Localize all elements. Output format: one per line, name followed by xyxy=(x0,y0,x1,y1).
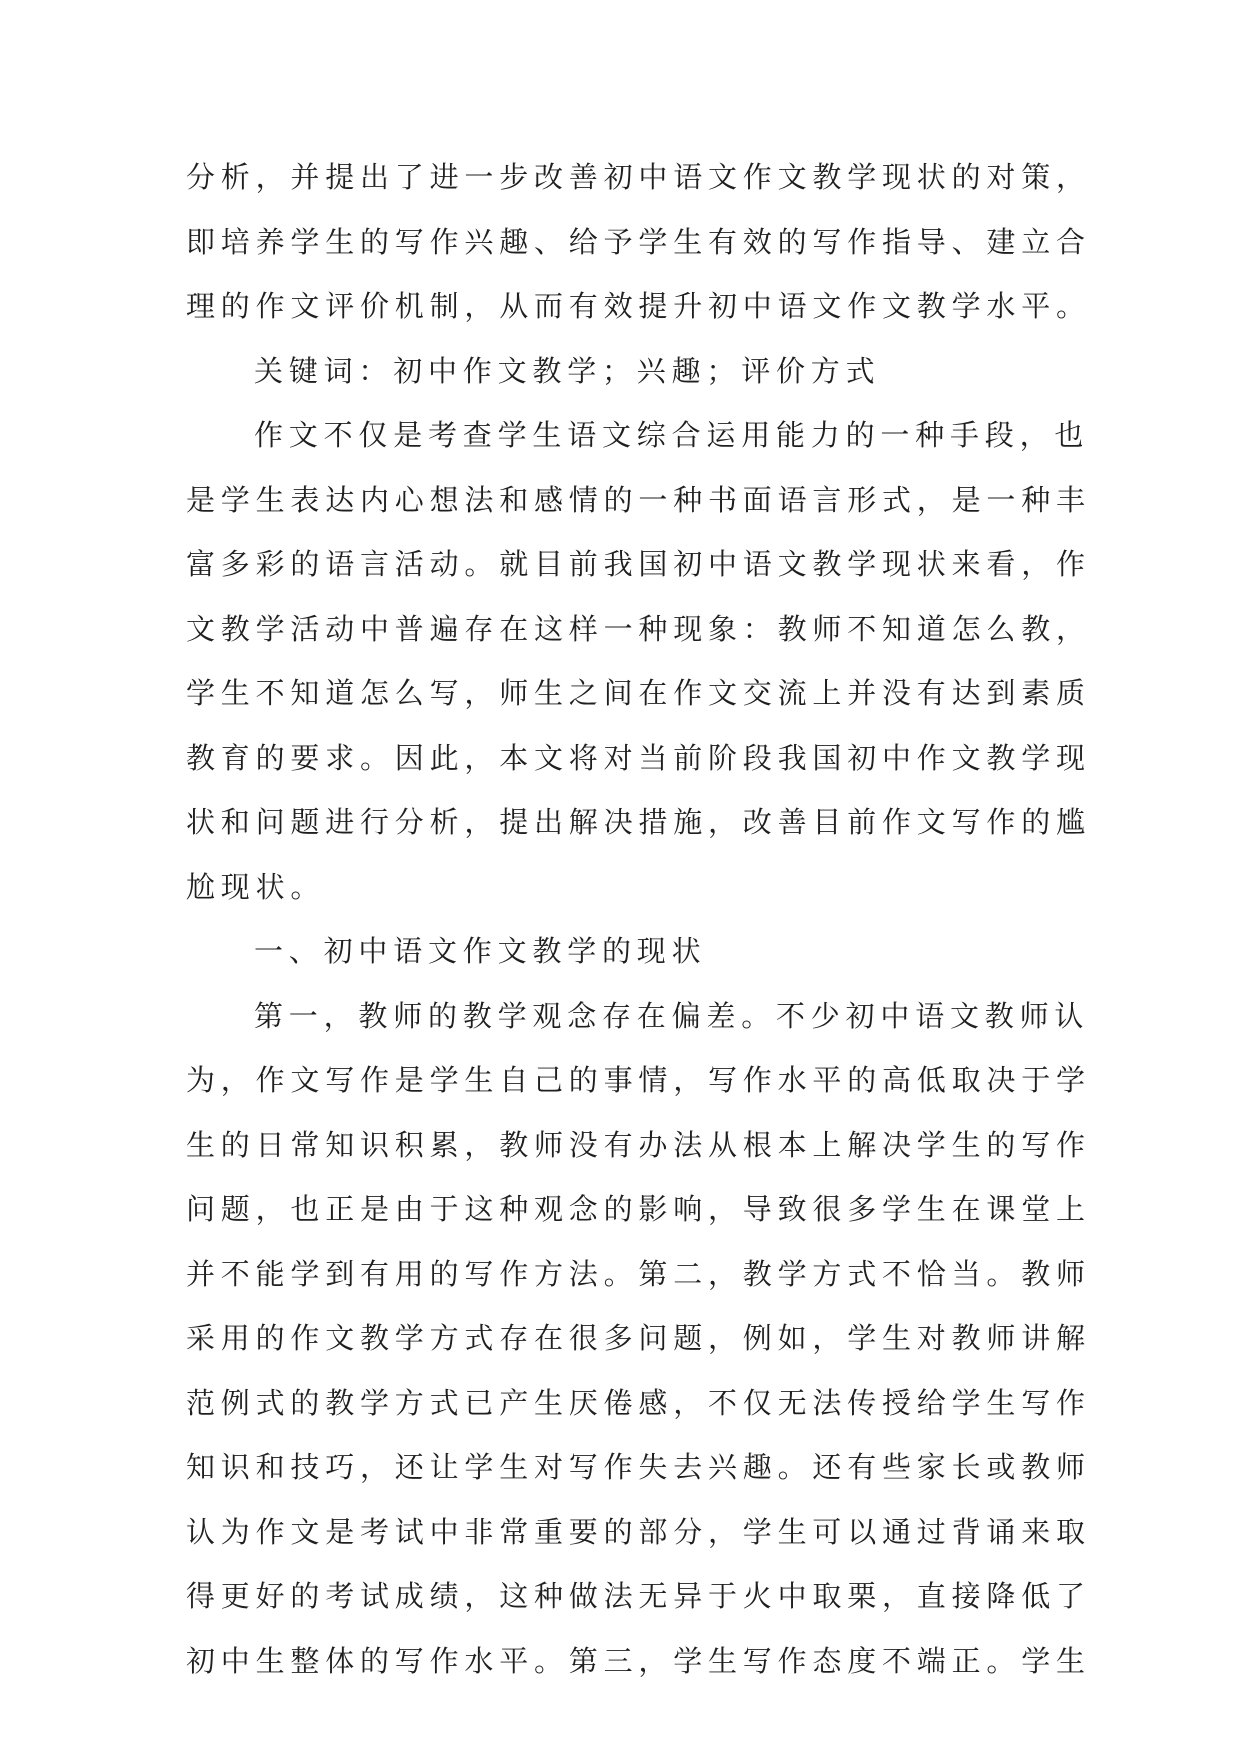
text-line: 范例式的教学方式已产生厌倦感，不仅无法传授给学生写作 xyxy=(186,1385,1091,1420)
text-line: 得更好的考试成绩，这种做法无异于火中取栗，直接降低了 xyxy=(186,1579,1091,1613)
text-line: 并不能学到有用的写作方法。第二，教学方式不恰当。教师 xyxy=(186,1256,1091,1291)
text-line: 第一，教师的教学观念存在偏差。不少初中语文教师认 xyxy=(254,998,1090,1033)
text-line: 文教学活动中普遍存在这样一种现象：教师不知道怎么教， xyxy=(186,611,1091,646)
text-line: 学生不知道怎么写，师生之间在作文交流上并没有达到素质 xyxy=(186,676,1091,710)
document-page xyxy=(186,145,1091,1693)
text-line: 生的日常知识积累，教师没有办法从根本上解决学生的写作 xyxy=(186,1127,1091,1162)
text-line: 状和问题进行分析，提出解决措施，改善目前作文写作的尴 xyxy=(186,805,1091,839)
text-line: 初中生整体的写作水平。第三，学生写作态度不端正。学生 xyxy=(186,1643,1091,1678)
text-line: 问题，也正是由于这种观念的影响，导致很多学生在课堂上 xyxy=(186,1192,1091,1226)
text-line: 理的作文评价机制，从而有效提升初中语文作文教学水平。 xyxy=(186,289,1091,323)
text-line: 知识和技巧，还让学生对写作失去兴趣。还有些家长或教师 xyxy=(186,1450,1091,1484)
text-line: 分析，并提出了进一步改善初中语文作文教学现状的对策， xyxy=(186,160,1091,194)
text-line: 是学生表达内心想法和感情的一种书面语言形式，是一种丰 xyxy=(186,482,1091,517)
text-line: 即培养学生的写作兴趣、给予学生有效的写作指导、建立合 xyxy=(186,224,1091,259)
keywords-line: 关键词：初中作文教学；兴趣；评价方式 xyxy=(254,353,881,388)
text-line: 作文不仅是考查学生语文综合运用能力的一种手段，也 xyxy=(254,418,1090,452)
text-line: 为，作文写作是学生自己的事情，写作水平的高低取决于学 xyxy=(186,1063,1091,1097)
text-line: 尬现状。 xyxy=(186,869,326,904)
section-heading: 一、初中语文作文教学的现状 xyxy=(254,934,707,968)
text-line: 富多彩的语言活动。就目前我国初中语文教学现状来看，作 xyxy=(186,547,1091,581)
text-line: 采用的作文教学方式存在很多问题，例如，学生对教师讲解 xyxy=(186,1321,1091,1355)
text-line: 教育的要求。因此，本文将对当前阶段我国初中作文教学现 xyxy=(186,740,1091,775)
text-line: 认为作文是考试中非常重要的部分，学生可以通过背诵来取 xyxy=(186,1514,1091,1549)
